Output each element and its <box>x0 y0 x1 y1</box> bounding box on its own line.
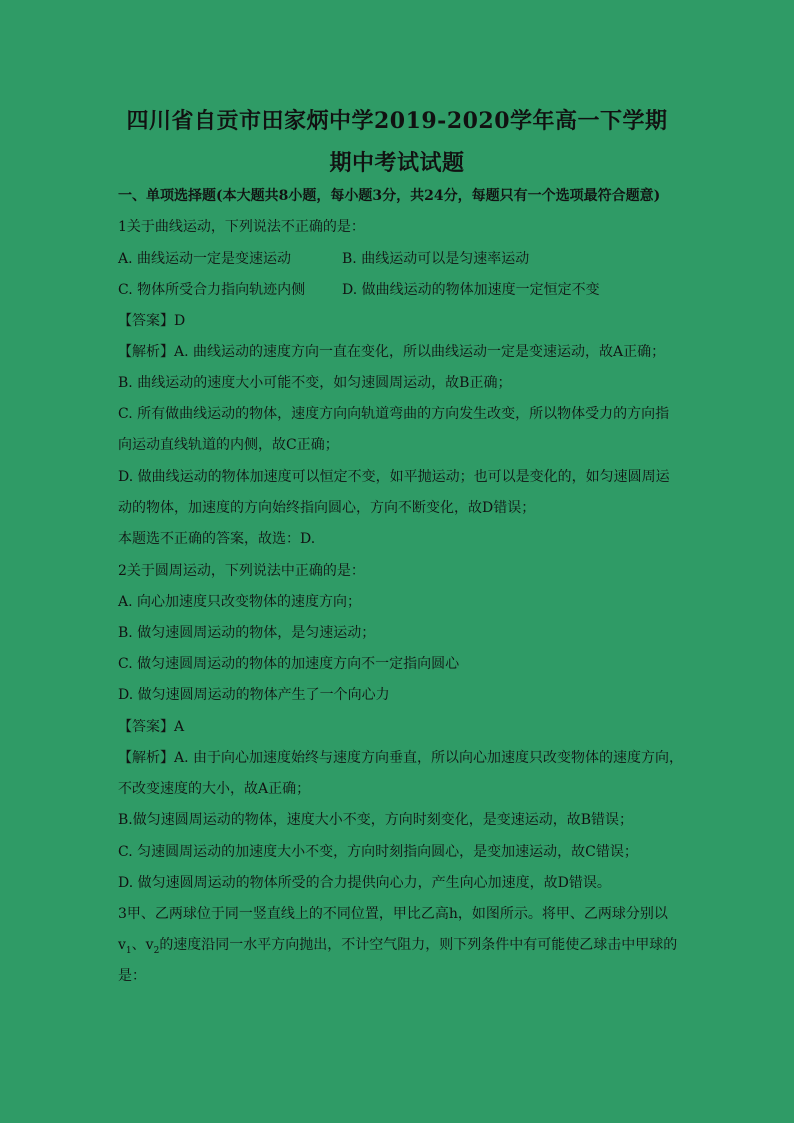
q1-analysis-line: B. 曲线运动的速度大小可能不变，如匀速圆周运动，故B正确； <box>118 375 512 391</box>
q1-analysis-line: D. 做曲线运动的物体加速度可以恒定不变，如平抛运动；也可以是变化的，如匀速圆周运 <box>118 469 670 485</box>
q2-analysis-line: 【解析】A. 由于向心加速度始终与速度方向垂直，所以向心加速度只改变物体的速度方向， <box>118 750 684 766</box>
q2-stem: 2关于圆周运动，下列说法中正确的是： <box>118 563 365 579</box>
q3-v2-subscript: 2 <box>153 945 160 956</box>
q3-stem-line1: 3甲、乙两球位于同一竖直线上的不同位置，甲比乙高h，如图所示。将甲、乙两球分别以 <box>118 906 668 922</box>
q3-stem-line2-text: 的速度沿同一水平方向抛出，不计空气阻力，则下列条件中有可能使乙球击中甲球的 <box>159 937 678 953</box>
q3-v1-subscript: 1 <box>125 945 132 956</box>
q2-analysis-line: C. 匀速圆周运动的加速度大小不变，方向时刻指向圆心，是变加速运动，故C错误； <box>118 844 638 860</box>
q3-separator: 、 <box>131 937 146 953</box>
q3-v2: v <box>145 937 154 953</box>
q3-v1: v <box>118 937 126 953</box>
q2-option-c: C. 做匀速圆周运动的物体的加速度方向不一定指向圆心 <box>118 656 460 672</box>
q1-option-a: A. 曲线运动一定是变速运动 <box>118 251 292 267</box>
q1-answer: 【答案】D <box>118 313 186 329</box>
section-heading: 一、单项选择题(本大题共8小题，每小题3分，共24分，每题只有一个选项最符合题意) <box>118 188 661 204</box>
q1-analysis-line: 本题选不正确的答案，故选：D. <box>118 531 316 547</box>
q1-stem: 1关于曲线运动，下列说法不正确的是： <box>118 219 365 235</box>
q1-analysis-line: C. 所有做曲线运动的物体，速度方向向轨道弯曲的方向发生改变，所以物体受力的方向指 <box>118 406 670 422</box>
q2-analysis-line: D. 做匀速圆周运动的物体所受的合力提供向心力，产生向心加速度，故D错误。 <box>118 875 611 891</box>
q1-analysis-line: 向运动直线轨道的内侧，故C正确； <box>118 437 339 453</box>
q2-option-d: D. 做匀速圆周运动的物体产生了一个向心力 <box>118 687 390 703</box>
q2-option-a: A. 向心加速度只改变物体的速度方向； <box>118 594 362 610</box>
q3-stem-line2 <box>118 935 688 961</box>
q1-options-row2 <box>118 280 688 300</box>
doc-title-line2: 期中考试试题 <box>329 150 465 176</box>
q1-option-d: D. 做曲线运动的物体加速度一定恒定不变 <box>342 282 600 298</box>
q1-options-row1 <box>118 249 688 269</box>
q2-answer: 【答案】A <box>118 719 185 735</box>
q1-option-c: C. 物体所受合力指向轨迹内侧 <box>118 282 306 298</box>
q3-stem-line3: 是： <box>118 968 146 984</box>
q2-option-b: B. 做匀速圆周运动的物体，是匀速运动； <box>118 625 376 641</box>
q1-analysis-line: 【解析】A. 曲线运动的速度方向一直在变化，所以曲线运动一定是变速运动，故A正确； <box>118 344 666 360</box>
q2-analysis-line: B.做匀速圆周运动的物体，速度大小不变，方向时刻变化，是变速运动，故B错误； <box>118 812 634 828</box>
q1-option-b: B. 曲线运动可以是匀速率运动 <box>342 251 530 267</box>
doc-title-line1: 四川省自贡市田家炳中学2019-2020学年高一下学期 <box>126 108 668 134</box>
q1-analysis-line: 动的物体，加速度的方向始终指向圆心，方向不断变化，故D错误； <box>118 500 536 516</box>
q2-analysis-line: 不改变速度的大小，故A正确； <box>118 781 311 797</box>
